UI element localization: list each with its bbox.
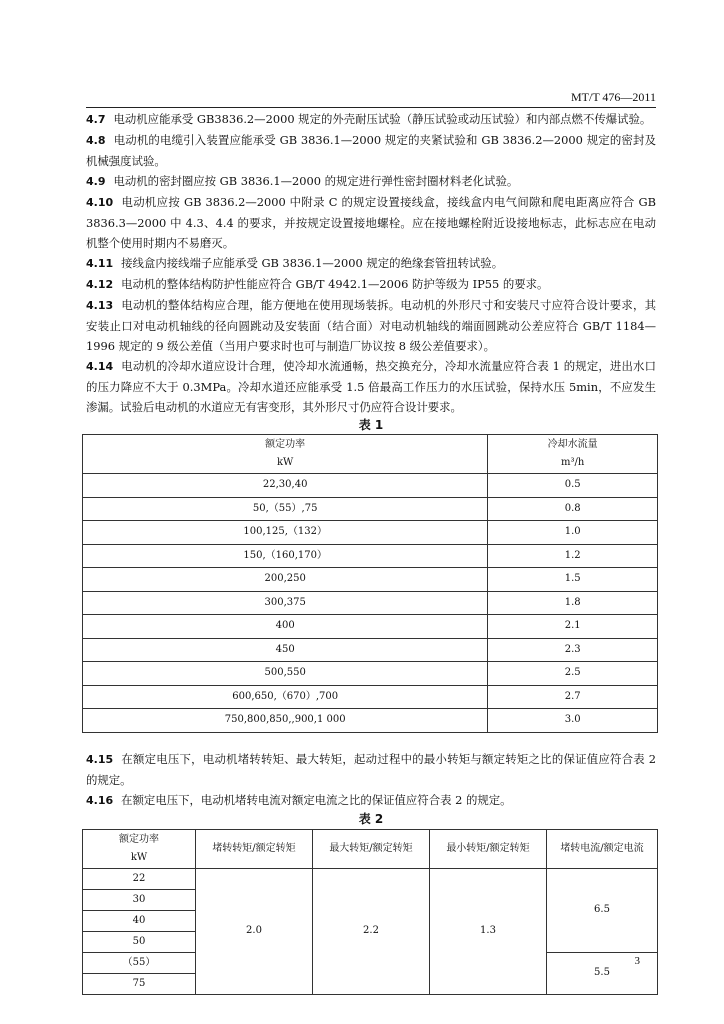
flow-cell: 1.5: [488, 568, 658, 592]
clause-text: 电动机的整体结构应合理，能方便地在使用现场装拆。电动机的外形尺寸和安装尺寸应符合设计要求，其安装止口对电动机轴线的径向圆跳动及安装面（结合面）对电动机轴线的端面圆跳动公差应符合 GB/T 1184—1996 规定的 9 级公差值（当用户要求时也可与制造厂协议按 8 级公差值要求）。: [86, 298, 656, 353]
clause-text: 在额定电压下，电动机堵转转矩、最大转矩，起动过程中的最小转矩与额定转矩之比的保证值应符合表 2 的规定。: [86, 751, 656, 787]
clause-4-16: [86, 790, 656, 811]
locked-torque-cell: 2.0: [196, 868, 313, 994]
power-cell: 500,550: [83, 662, 488, 686]
clause-text: 接线盒内接线端子应能承受 GB 3836.1—2000 规定的绝缘套管扭转试验。: [121, 256, 504, 270]
locked-torque-header: 堵转转矩/额定转矩: [196, 829, 313, 868]
flow-cell: 2.3: [488, 638, 658, 662]
flow-cell: 2.5: [488, 662, 658, 686]
clause-4-15: [86, 749, 656, 790]
flow-cell: 1.0: [488, 521, 658, 545]
clause-4-14: [86, 356, 656, 417]
min-torque-cell: 1.3: [430, 868, 547, 994]
table-row: [83, 544, 658, 568]
clause-4-11: [86, 253, 656, 274]
clause-number: 4.12: [86, 278, 114, 291]
max-torque-cell: 2.2: [313, 868, 430, 994]
table-row: [83, 615, 658, 639]
table-row: [83, 568, 658, 592]
power-cell: 600,650,（670）,700: [83, 685, 488, 709]
table-1: [82, 434, 658, 733]
page-number: 3: [634, 955, 640, 967]
power-cell: 400: [83, 615, 488, 639]
clause-text: 电动机应能承受 GB3836.2—2000 规定的外壳耐压试验（静压试验或动压试验）和内部点燃不传爆试验。: [113, 112, 652, 126]
clause-number: 4.16: [86, 793, 114, 807]
clause-number: 4.8: [86, 134, 106, 147]
flow-cell: 2.7: [488, 685, 658, 709]
power-cell: 200,250: [83, 568, 488, 592]
clause-4-13: [86, 295, 656, 356]
power-cell: 50: [83, 931, 196, 952]
table-row: [83, 638, 658, 662]
header-rule: [86, 107, 656, 108]
clause-4-10: [86, 192, 656, 253]
locked-current-header: 堵转电流/额定电流: [547, 829, 658, 868]
power-cell: 450: [83, 638, 488, 662]
standard-code: MT/T 476—2011: [570, 90, 656, 104]
flow-cell: 1.2: [488, 544, 658, 568]
clause-number: 4.14: [86, 360, 114, 373]
power-header: [83, 435, 488, 474]
table-row: [83, 685, 658, 709]
power-cell: 40: [83, 910, 196, 931]
flow-header-label: 冷却水流量: [547, 439, 598, 450]
locked-current-cell: 6.5: [547, 868, 658, 952]
clause-text: 电动机的电缆引入装置应能承受 GB 3836.1—2000 规定的夹紧试验和 GB 3836.2—2000 规定的密封及机械强度试验。: [86, 133, 656, 168]
clause-text: 电动机应按 GB 3836.2—2000 中附录 C 的规定设置接线盒，接线盒内电气间隙和爬电距离应符合 GB 3836.3—2000 中 4.3、4.4 的要求，并按规定设置接地螺栓。应在接地螺栓附近设接地标志，此标志应在电动机整个使用时期内不易磨灭。: [86, 195, 656, 250]
spacer: [86, 733, 656, 749]
clause-text: 电动机的冷却水道应设计合理，使冷却水流通畅，热交换充分，冷却水流量应符合表 1 的规定，进出水口的压力降应不大于 0.3MPa。冷却水道还应能承受 1.5 倍最高工作压力的水压试验，保持水压 5min，不应发生渗漏。试验后电动机的水道应无有害变形，其外形尺寸仍应符合设计要求。: [86, 359, 656, 414]
power-cell: 50,（55）,75: [83, 497, 488, 521]
table-row: [83, 521, 658, 545]
clause-4-9: [86, 171, 656, 192]
table-header-row: [83, 829, 658, 868]
table-row: [83, 497, 658, 521]
power-cell: 30: [83, 889, 196, 910]
table-row: [83, 662, 658, 686]
flow-cell: 0.8: [488, 497, 658, 521]
power-cell: 750,800,850,,900,1 000: [83, 709, 488, 733]
flow-unit: m³/h: [561, 457, 585, 468]
table-row: [83, 474, 658, 498]
table-row: [83, 709, 658, 733]
clause-text: 在额定电压下，电动机堵转电流对额定电流之比的保证值应符合表 2 的规定。: [121, 792, 512, 807]
document-body: [86, 109, 656, 995]
power-header: [83, 829, 196, 868]
power-header-label: 额定功率: [119, 833, 159, 845]
flow-cell: 0.5: [488, 474, 658, 498]
table-row: [83, 591, 658, 615]
min-torque-header: 最小转矩/额定转矩: [430, 829, 547, 868]
power-cell: 100,125,（132）: [83, 521, 488, 545]
flow-cell: 3.0: [488, 709, 658, 733]
clause-number: 4.15: [86, 752, 114, 766]
flow-cell: 1.8: [488, 591, 658, 615]
power-cell: （55）: [83, 952, 196, 973]
clause-text: 电动机的密封圈应按 GB 3836.1—2000 的规定进行弹性密封圈材料老化试验。: [113, 174, 519, 188]
table-2-title: 表 2: [358, 811, 384, 826]
clause-number: 4.10: [86, 196, 114, 209]
flow-header: [488, 435, 658, 474]
table-1-title: 表 1: [358, 418, 384, 432]
power-header-label: 额定功率: [265, 439, 306, 450]
power-unit: kW: [130, 851, 148, 863]
clause-number: 4.9: [86, 175, 106, 188]
clause-4-12: [86, 274, 656, 295]
power-cell: 300,375: [83, 591, 488, 615]
clause-4-7: [86, 109, 656, 130]
power-cell: 75: [83, 973, 196, 994]
flow-cell: 2.1: [488, 615, 658, 639]
power-unit: kW: [277, 457, 294, 468]
table-2: [82, 829, 658, 995]
max-torque-header: 最大转矩/额定转矩: [313, 829, 430, 868]
power-cell: 150,（160,170）: [83, 544, 488, 568]
clause-text: 电动机的整体结构防护性能应符合 GB/T 4942.1—2006 防护等级为 IP55 的要求。: [121, 277, 549, 291]
table-row: [83, 868, 658, 889]
clause-number: 4.7: [86, 113, 106, 126]
locked-current-cell: 5.5: [547, 952, 658, 994]
power-cell: 22,30,40: [83, 474, 488, 498]
power-cell: 22: [83, 868, 196, 889]
clause-number: 4.13: [86, 299, 114, 312]
clause-number: 4.11: [86, 257, 114, 270]
table-header-row: [83, 435, 658, 474]
clause-4-8: [86, 130, 656, 171]
